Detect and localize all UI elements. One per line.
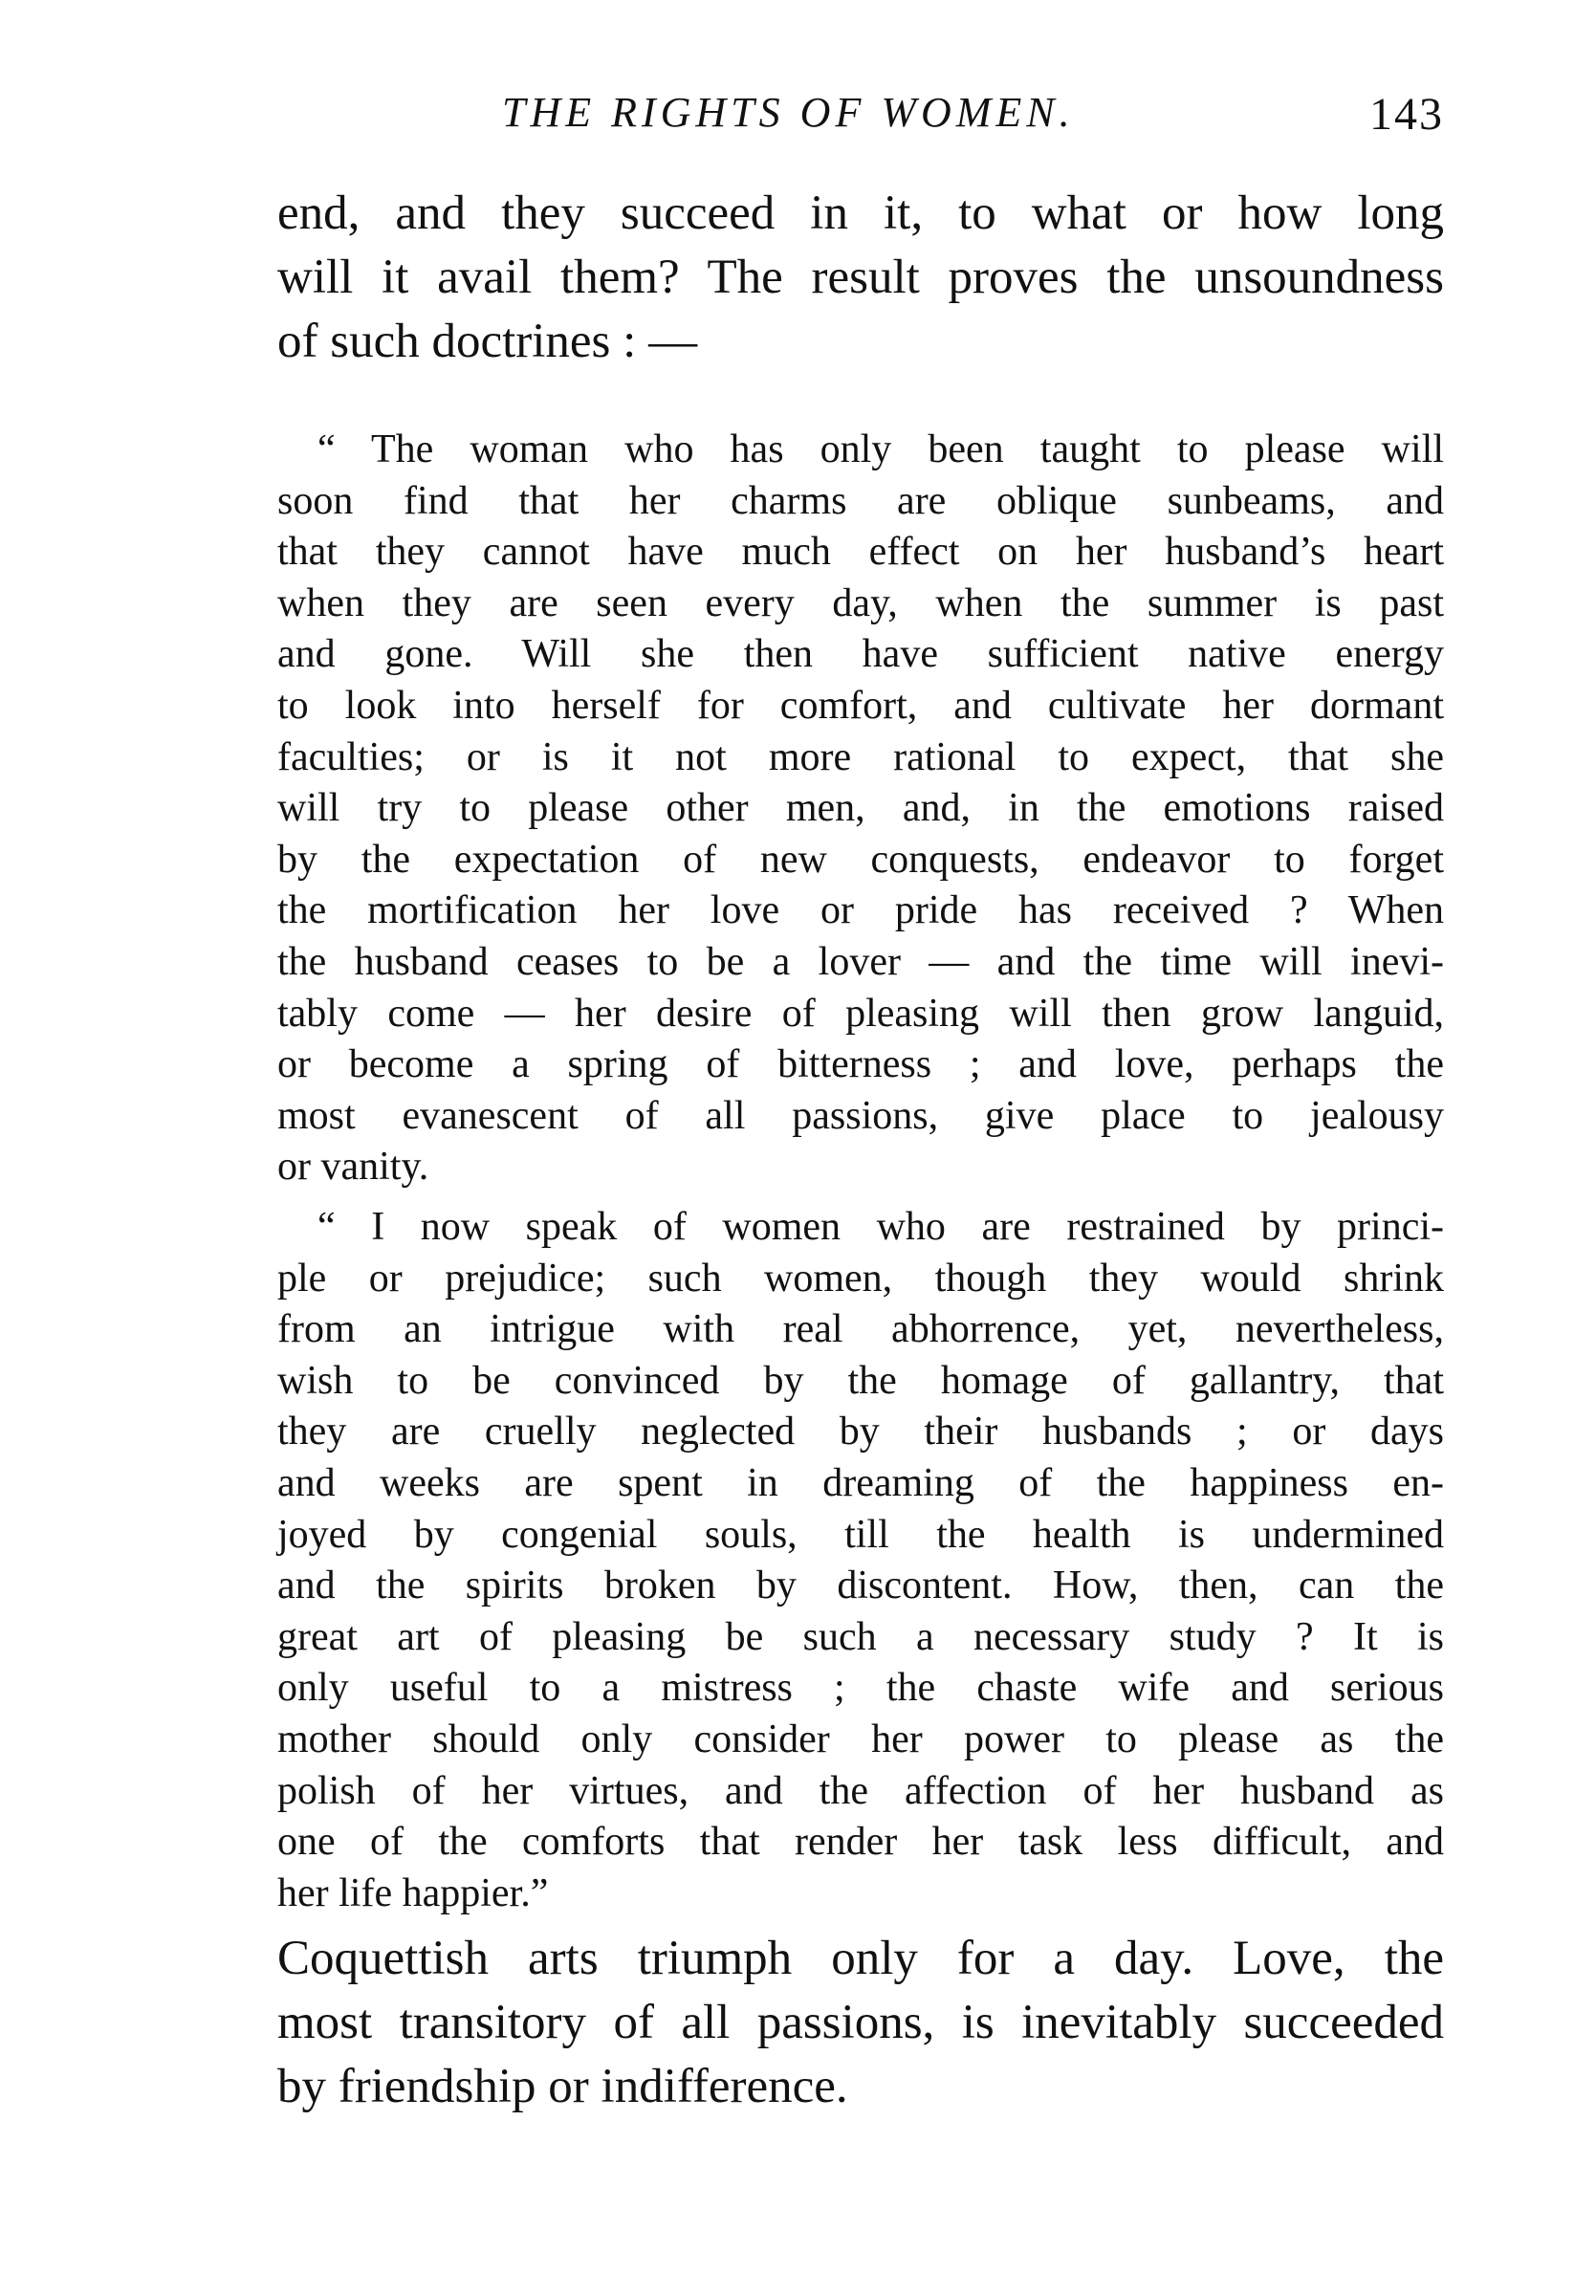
text-line: and the spirits broken by discontent. How, then, can the bbox=[277, 1563, 1444, 1608]
quote-paragraph-2 bbox=[277, 1202, 1444, 1919]
text-line: will it avail them? The result proves the unsoundness bbox=[277, 251, 1444, 304]
text-line: polish of her virtues, and the affection of her husband as bbox=[277, 1768, 1444, 1813]
text-line: when they are seen every day, when the summer is past bbox=[277, 580, 1444, 625]
text-line: the mortification her love or pride has received ? When bbox=[277, 888, 1444, 933]
text-line: end, and they succeed in it, to what or how long bbox=[277, 186, 1444, 240]
running-title: THE RIGHTS OF WOMEN. bbox=[502, 89, 1075, 136]
text-line: will try to please other men, and, in the emotions raised bbox=[277, 786, 1444, 831]
text-line: of such doctrines : — bbox=[277, 315, 698, 368]
text-line: from an intrigue with real abhorrence, yet, nevertheless, bbox=[277, 1307, 1444, 1352]
text-line: by the expectation of new conquests, endeavor to forget bbox=[277, 837, 1444, 882]
text-line: they are cruelly neglected by their husbands ; or days bbox=[277, 1410, 1444, 1454]
text-line: or become a spring of bitterness ; and love, perhaps the bbox=[277, 1042, 1444, 1087]
text-line: ple or prejudice; such women, though they would shrink bbox=[277, 1256, 1444, 1301]
closing-paragraph bbox=[277, 1927, 1444, 2119]
text-line: one of the comforts that render her task less difficult, and bbox=[277, 1820, 1444, 1865]
text-line: great art of pleasing be such a necessary study ? It is bbox=[277, 1614, 1444, 1659]
text-line: tably come — her desire of pleasing will then grow languid, bbox=[277, 991, 1444, 1036]
text-line: and weeks are spent in dreaming of the happiness en- bbox=[277, 1460, 1444, 1505]
text-line: faculties; or is it not more rational to expect, that she bbox=[277, 734, 1444, 779]
text-line: her life happier.” bbox=[277, 1870, 549, 1915]
text-line: wish to be convinced by the homage of gallantry, that bbox=[277, 1358, 1444, 1403]
text-line: mother should only consider her power to please as the bbox=[277, 1717, 1444, 1761]
text-line: by friendship or indifference. bbox=[277, 2060, 848, 2113]
quote-paragraph-1 bbox=[277, 425, 1444, 1193]
text-line: joyed by congenial souls, till the health is undermined bbox=[277, 1512, 1444, 1557]
text-line: or vanity. bbox=[277, 1145, 429, 1190]
text-line: Coquettish arts triumph only for a day. Love, the bbox=[277, 1932, 1444, 1985]
text-line: “ The woman who has only been taught to please will bbox=[317, 427, 1444, 471]
text-line: to look into herself for comfort, and cultivate her dormant bbox=[277, 683, 1444, 728]
text-line: soon find that her charms are oblique sunbeams, and bbox=[277, 478, 1444, 523]
text-line: “ I now speak of women who are restrained by princi- bbox=[317, 1205, 1444, 1249]
text-line: and gone. Will she then have sufficient native energy bbox=[277, 632, 1444, 677]
intro-paragraph bbox=[277, 182, 1444, 374]
running-head bbox=[277, 84, 1444, 142]
text-line: the husband ceases to be a lover — and the time will inevi- bbox=[277, 939, 1444, 984]
text-line: only useful to a mistress ; the chaste wife and serious bbox=[277, 1666, 1444, 1711]
text-line: most transitory of all passions, is inevitably succeeded bbox=[277, 1996, 1444, 2049]
text-line: most evanescent of all passions, give place to jealousy bbox=[277, 1093, 1444, 1138]
page-number: 143 bbox=[1369, 89, 1444, 140]
text-line: that they cannot have much effect on her husband’s heart bbox=[277, 530, 1444, 575]
